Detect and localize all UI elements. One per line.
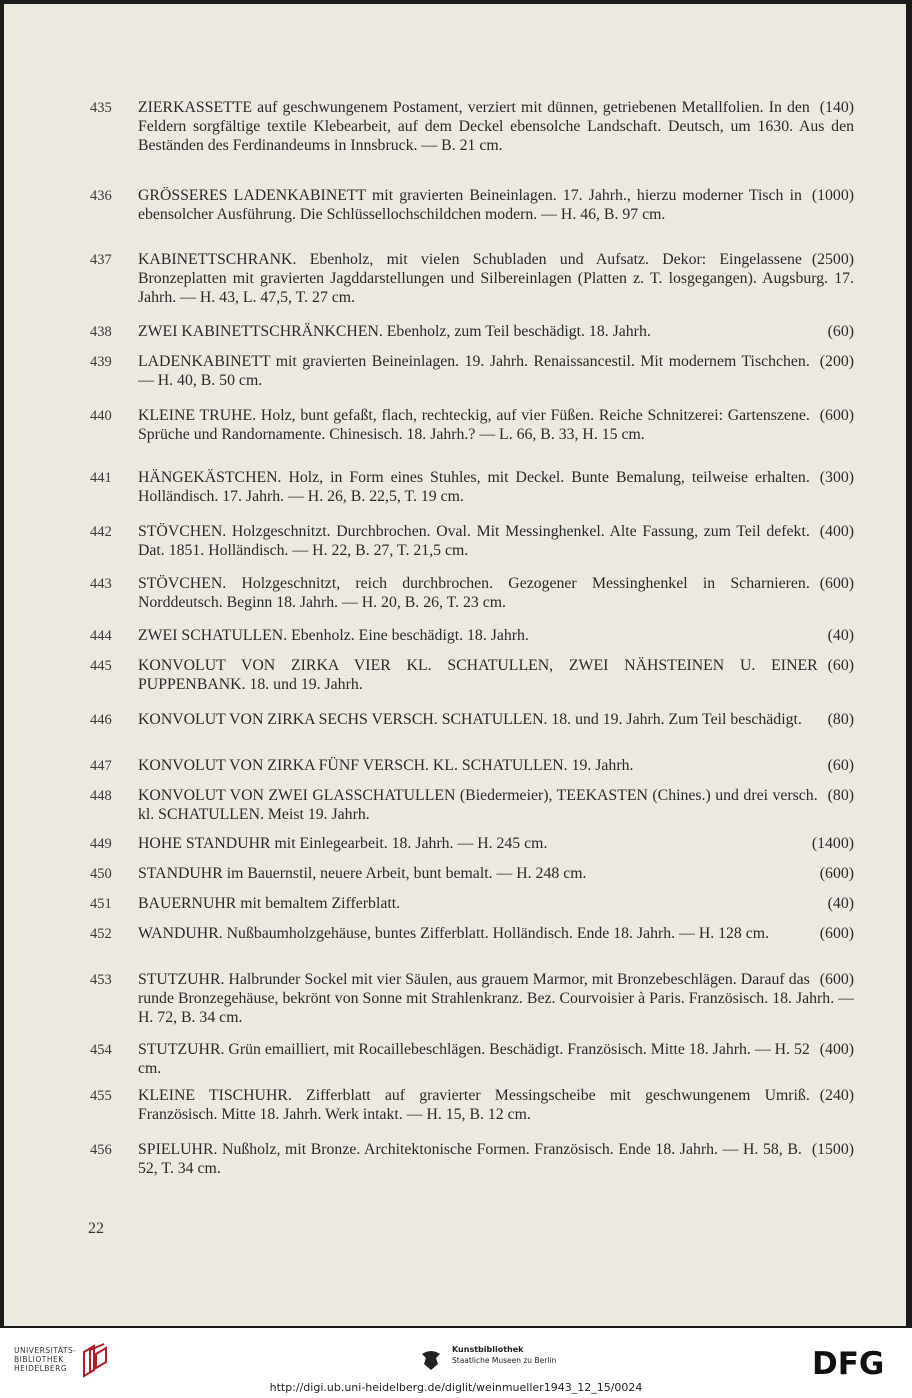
lot-number: 455 — [90, 1088, 112, 1104]
lot-number: 435 — [90, 100, 112, 116]
lot-description — [138, 864, 854, 883]
lot-number: 442 — [90, 524, 112, 540]
lot-number: 439 — [90, 354, 112, 370]
lot-text: BAUERNUHR mit bemaltem Zifferblatt. — [138, 895, 401, 912]
lot-price: (60) — [827, 323, 854, 340]
lot-price: (2500) — [811, 251, 854, 268]
dfg-logo-text: DFG — [812, 1346, 885, 1378]
lot-description — [138, 1086, 854, 1124]
lot-number: 450 — [90, 866, 112, 882]
lot-price: (240) — [819, 1087, 854, 1104]
kunstbibliothek-label[interactable]: Kunstbibliothek Staatliche Museen zu Berlin — [452, 1345, 557, 1365]
lot-price: (40) — [827, 895, 854, 912]
lot-text: STANDUHR im Bauernstil, neuere Arbeit, bunt bemalt. — H. 248 cm. — [138, 865, 587, 882]
lot-price: (400) — [819, 1041, 854, 1058]
lot-price: (1400) — [811, 835, 854, 852]
lot-price: (60) — [827, 757, 854, 774]
lot-text: ZWEI SCHATULLEN. Ebenholz. Eine beschädigt. 18. Jahrh. — [138, 627, 529, 644]
lot-description — [138, 786, 854, 824]
lot-price: (60) — [827, 657, 854, 674]
university-library-text[interactable]: UNIVERSITÄTS- BIBLIOTHEK HEIDELBERG — [14, 1346, 77, 1373]
lot-number: 437 — [90, 252, 112, 268]
lot-text: KONVOLUT VON ZWEI GLASSCHATULLEN (Biedermeier), TEEKASTEN (Chines.) und drei versch. kl. SCHATULLEN. Meist 19. Jahrh. — [138, 787, 818, 823]
lot-price: (80) — [827, 711, 854, 728]
lot-description — [138, 1040, 854, 1078]
lot-description — [138, 894, 854, 913]
lot-description — [138, 970, 854, 1027]
lot-price: (600) — [819, 971, 854, 988]
lot-text: GRÖSSERES LADENKABINETT mit gravierten Beineinlagen. 17. Jahrh., hierzu moderner Tisch in ebensolcher Ausführung. Die Schlüssellochschildchen modern. — H. 46, B. 97 cm. — [138, 187, 802, 223]
lot-price: (600) — [819, 865, 854, 882]
lot-description — [138, 186, 854, 224]
lot-number: 443 — [90, 576, 112, 592]
lot-text: ZIERKASSETTE auf geschwungenem Postament, verziert mit dünnen, getriebenen Metallfolien. In den Feldern sorgfältige textile Klebearbeit, auf dem Deckel ebensolche Landschaft. Deutsch, um 1630. Aus den Beständen des Ferdinandeums in Innsbruck. — B. 21 cm. — [138, 99, 854, 154]
lot-price: (600) — [819, 575, 854, 592]
lot-text: STUTZUHR. Grün emailliert, mit Rocaillebeschlägen. Beschädigt. Französisch. Mitte 18. Jahrh. — H. 52 cm. — [138, 1041, 810, 1077]
lot-description — [138, 574, 854, 612]
lot-number: 447 — [90, 758, 112, 774]
lot-number: 449 — [90, 836, 112, 852]
lot-text: SPIELUHR. Nußholz, mit Bronze. Architektonische Formen. Französisch. Ende 18. Jahrh. — H. 58, B. 52, T. 34 cm. — [138, 1141, 802, 1177]
lot-text: STÖVCHEN. Holzgeschnitzt, reich durchbrochen. Gezogener Messinghenkel in Scharnieren. Norddeutsch. Beginn 18. Jahrh. — H. 20, B. 26, T. 23 cm. — [138, 575, 810, 611]
lot-text: STUTZUHR. Halbrunder Sockel mit vier Säulen, aus grauem Marmor, mit Bronzebeschlägen. Darauf das runde Bronzegehäuse, bekrönt von Sonne mit Strahlenkranz. Bez. Courvoisier à Paris. Französisch. 18. Jahrh. — H. 72, B. 34 cm. — [138, 971, 854, 1026]
lot-price: (1500) — [811, 1141, 854, 1158]
lot-number: 451 — [90, 896, 112, 912]
lot-description — [138, 522, 854, 560]
lot-number: 448 — [90, 788, 112, 804]
dfg-logo[interactable] — [812, 1346, 898, 1378]
lot-text: KLEINE TRUHE. Holz, bunt gefaßt, flach, rechteckig, auf vier Füßen. Reiche Schnitzerei: Gartenszene. Sprüche und Randornamente. Chinesisch. 18. Jahrh.? — L. 66, B. 33, H. 15 cm. — [138, 407, 810, 443]
lot-number: 446 — [90, 712, 112, 728]
university-library-logo-icon[interactable] — [80, 1342, 110, 1378]
lot-number: 436 — [90, 188, 112, 204]
page-number: 22 — [88, 1220, 104, 1237]
lot-description — [138, 322, 854, 341]
catalog-page — [4, 4, 906, 1326]
lot-description — [138, 250, 854, 307]
lot-text: HOHE STANDUHR mit Einlegearbeit. 18. Jahrh. — H. 245 cm. — [138, 835, 548, 852]
lot-price: (80) — [827, 787, 854, 804]
lot-price: (200) — [819, 353, 854, 370]
lot-text: STÖVCHEN. Holzgeschnitzt. Durchbrochen. Oval. Mit Messinghenkel. Alte Fassung, zum Teil defekt. Dat. 1851. Holländisch. — H. 22, B. 27, T. 21,5 cm. — [138, 523, 810, 559]
lot-description — [138, 834, 854, 853]
lot-price: (600) — [819, 925, 854, 942]
lot-price: (40) — [827, 627, 854, 644]
lot-number: 438 — [90, 324, 112, 340]
lot-text: KONVOLUT VON ZIRKA VIER KL. SCHATULLEN, ZWEI NÄHSTEINEN U. EINER PUPPENBANK. 18. und 19. Jahrh. — [138, 657, 818, 693]
lot-text: WANDUHR. Nußbaumholzgehäuse, buntes Zifferblatt. Holländisch. Ende 18. Jahrh. — H. 128 cm. — [138, 925, 770, 942]
lot-price: (300) — [819, 469, 854, 486]
lot-description — [138, 406, 854, 444]
lot-price: (140) — [819, 99, 854, 116]
lot-number: 456 — [90, 1142, 112, 1158]
lot-number: 445 — [90, 658, 112, 674]
lot-text: LADENKABINETT mit gravierten Beineinlagen. 19. Jahrh. Renaissancestil. Mit modernem Tischchen. — H. 40, B. 50 cm. — [138, 353, 810, 389]
lot-number: 441 — [90, 470, 112, 486]
lot-text: ZWEI KABINETTSCHRÄNKCHEN. Ebenholz, zum Teil beschädigt. 18. Jahrh. — [138, 323, 651, 340]
lot-text: KONVOLUT VON ZIRKA SECHS VERSCH. SCHATULLEN. 18. und 19. Jahrh. Zum Teil beschädigt. — [138, 711, 802, 728]
lot-number: 444 — [90, 628, 112, 644]
permalink-url[interactable]: http://digi.ub.uni-heidelberg.de/diglit/weinmueller1943_12_15/0024 — [269, 1381, 643, 1394]
lot-text: KLEINE TISCHUHR. Zifferblatt auf gravierter Messingscheibe mit geschwungenem Umriß. Französisch. Mitte 18. Jahrh. Werk intakt. — H. 15, B. 12 cm. — [138, 1087, 810, 1123]
lot-description — [138, 626, 854, 645]
kunstbibliothek-eagle-icon[interactable] — [420, 1346, 442, 1372]
lot-number: 454 — [90, 1042, 112, 1058]
lot-price: (600) — [819, 407, 854, 424]
lot-description — [138, 710, 854, 729]
lot-number: 453 — [90, 972, 112, 988]
lot-description — [138, 98, 854, 155]
lot-text: KONVOLUT VON ZIRKA FÜNF VERSCH. KL. SCHATULLEN. 19. Jahrh. — [138, 757, 634, 774]
lot-description — [138, 352, 854, 390]
lot-description — [138, 656, 854, 694]
lot-description — [138, 468, 854, 506]
lot-description — [138, 924, 854, 943]
lot-number: 440 — [90, 408, 112, 424]
lot-description — [138, 756, 854, 775]
lot-number: 452 — [90, 926, 112, 942]
lot-text: KABINETTSCHRANK. Ebenholz, mit vielen Schubladen und Aufsatz. Dekor: Eingelassene Bronzeplatten mit gravierten Jagddarstellungen und Silbereinlagen (Platten z. T. losgegangen). Augsburg. 17. Jahrh. — H. 43, L. 47,5, T. 27 cm. — [138, 251, 854, 306]
lot-text: HÄNGEKÄSTCHEN. Holz, in Form eines Stuhles, mit Deckel. Bunte Bemalung, teilweise erhalten. Holländisch. 17. Jahrh. — H. 26, B. 22,5, T. 19 cm. — [138, 469, 810, 505]
lot-description — [138, 1140, 854, 1178]
lot-price: (400) — [819, 523, 854, 540]
lot-price: (1000) — [811, 187, 854, 204]
